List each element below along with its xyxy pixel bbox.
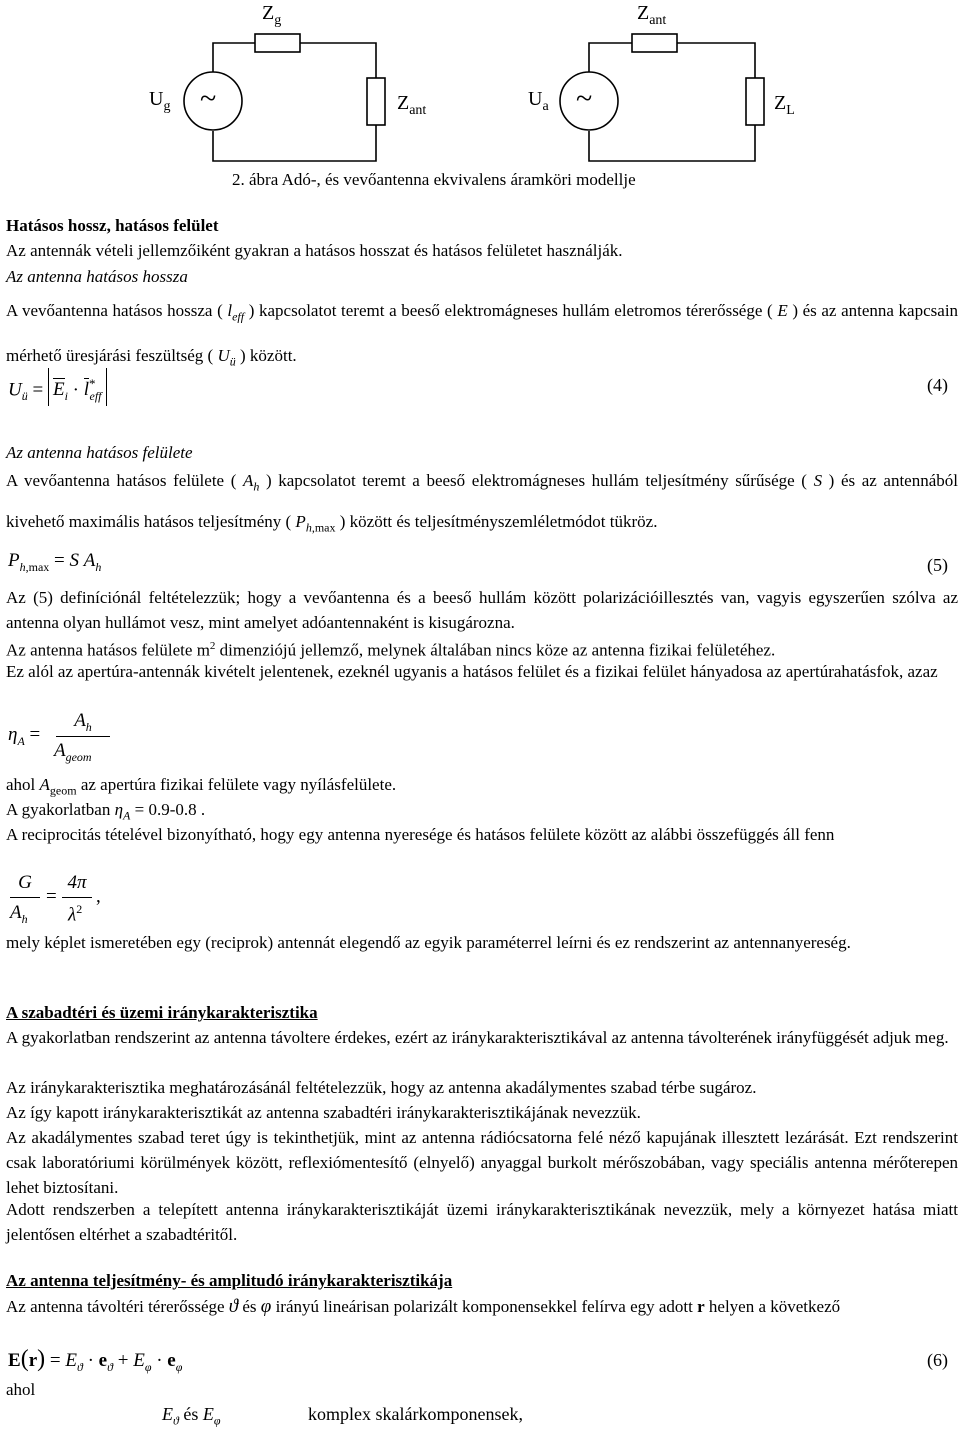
equation-6-number: (6) <box>927 1350 948 1370</box>
ua-source-symbol: ~ <box>576 82 593 115</box>
sec3-components: $E_ϑ$ és $E_\varphi$ <box>162 1404 221 1428</box>
equation-4-number: (4) <box>927 375 948 395</box>
label-zl: $Z_L$ <box>774 92 795 118</box>
paragraph-dimenzio: Az antenna hatásos felülete $m^2$ dimenziójú jellemző, melynek általában nincs köze az antenna fizikai felületéhez. <box>6 640 776 660</box>
label-ua: $U_a$ <box>528 88 549 114</box>
paragraph-gyakorlat: A gyakorlatban $\eta_A = 0.9-0.8$ . <box>6 800 206 823</box>
paragraph-hatasos-hossz: A vevőantenna hatásos hossza ( $l_{eff}$ ) kapcsolatot teremt a beeső elektromágneses hullám eletromos térerőssége ( E ) és az antenna kapcsain mérhető üresjárási feszültség ( $U_ü$ ) között. <box>6 301 959 369</box>
paragraph-reciprocitas: A reciprocitás tételével bizonyítható, hogy egy antenna nyeresége és hatásos felülete között az alábbi összefüggés áll fenn <box>6 825 835 844</box>
zl-impedance <box>746 78 764 125</box>
right-circuit-wire-top-right <box>677 43 755 78</box>
sec2-p1: A gyakorlatban rendszerint az antenna távoltere érdekes, ezért az iránykarakterisztikával az antenna távolterének irányfüggését adjuk meg. <box>6 1028 949 1047</box>
label-zant-mid: $Z_{ant}$ <box>397 92 427 118</box>
zant-impedance-right <box>632 34 677 52</box>
sec3-p1: Az antenna távoltéri térerőssége ϑ és φ irányú lineárisan polarizált komponensekkel felírva egy adott r helyen a következő <box>6 1296 841 1317</box>
left-circuit-wire-bottom <box>213 125 376 161</box>
paragraph-mely: mely képlet ismeretében egy (reciprok) antennát elegendő az egyik paraméterrel leírni és ez rendszerint az antennanyereség. <box>6 933 851 952</box>
section-heading-irany: A szabadtéri és üzemi iránykarakterisztika <box>6 1003 318 1022</box>
sec1-intro: Az antennák vételi jellemzőiként gyakran a hatásos hosszat és hatásos felületet használják. <box>6 241 623 260</box>
figure-caption: 2. ábra Adó-, és vevőantenna ekvivalens áramköri modellje <box>232 170 636 189</box>
paragraph-apertura: Ez alól az apertúra-antennák kivételt jelentenek, ezeknél ugyanis a hatásos felület és a fizikai felület hányadosa az apertúrahatásfok, azaz <box>6 662 938 681</box>
sec2-p4: Az akadálymentes szabad teret úgy is tekinthetjük, mint az antenna rádiócsatorna felé néző kapujának illesztett lezárását. Ezt rendszerint csak laboratóriumi körülmények között, reflexiómentesítő (elnyelő) anyaggal burkolt mérőszobában, vagy speciális antenna mérőterepen lehet biztosítani. <box>6 1128 958 1197</box>
left-circuit-wire-top-right <box>300 43 376 78</box>
equation-6: $E(r) = E_ϑ \cdot e_ϑ + E_\varphi \cdot e_\varphi$ <box>8 1346 183 1374</box>
section-heading-teljesitmeny: Az antenna teljesítmény- és amplitudó iránykarakterisztikája <box>6 1271 453 1290</box>
equation-5: $P_{h,max} = S$ $A_h$ <box>8 550 102 574</box>
zant-impedance-left <box>367 78 385 125</box>
sec3-components-text: komplex skalárkomponensek, <box>308 1404 523 1424</box>
label-ug: $U_g$ <box>149 88 171 114</box>
equation-5-number: (5) <box>927 555 948 575</box>
label-zg: $Z_g$ <box>262 2 282 28</box>
zg-impedance <box>255 34 300 52</box>
section-heading-hatasos: Hatásos hossz, hatásos felület <box>6 216 219 235</box>
sec2-p5: Adott rendszerben a telepített antenna iránykarakterisztikáját üzemi iránykarakterisztikának nevezzük, mely a környezet hatása miatt jelentősen eltérhet a szabadtéritől. <box>6 1200 958 1244</box>
equation-4: $U_ü = E_i \cdot l^*_{eff}$ <box>8 368 107 406</box>
subheading-hatasos-felulete: Az antenna hatásos felülete <box>6 443 193 462</box>
paragraph-ahol: ahol $A_{geom}$ az apertúra fizikai felülete vagy nyílásfelülete. <box>6 775 397 798</box>
sec3-ahol: ahol <box>6 1380 36 1399</box>
sec2-p3: Az így kapott iránykarakterisztikát az antenna szabadtéri iránykarakterisztikájának nevezzük. <box>6 1103 641 1122</box>
paragraph-polarizacio: Az (5) definíciónál feltételezzük; hogy a vevőantenna és a beeső hullám között polarizációillesztés van, vagyis egyszerűen szólva az antenna olyan hullámot vesz, mint amelyet adóantennaként is kisugározna. <box>6 588 958 632</box>
subheading-hatasos-hossza: Az antenna hatásos hossza <box>6 267 188 286</box>
paragraph-hatasos-felulet: A vevőantenna hatásos felülete ( $A_h$ ) kapcsolatot teremt a beeső elektromágneses hullám teljesítmény sűrűsége ( S ) és az antennából kivehető maximális hatásos teljesítmény ( $P_{h,max}$ ) között és teljesítményszemléletmódot tükröz. <box>6 471 958 535</box>
sec2-p2: Az iránykarakterisztika meghatározásánál feltételezzük, hogy az antenna akadálymentes szabad térbe sugároz. <box>6 1078 757 1097</box>
label-zant-top: $Z_{ant}$ <box>637 2 667 28</box>
ug-source-symbol: ~ <box>200 82 217 115</box>
right-circuit-wire-bottom <box>589 125 755 161</box>
